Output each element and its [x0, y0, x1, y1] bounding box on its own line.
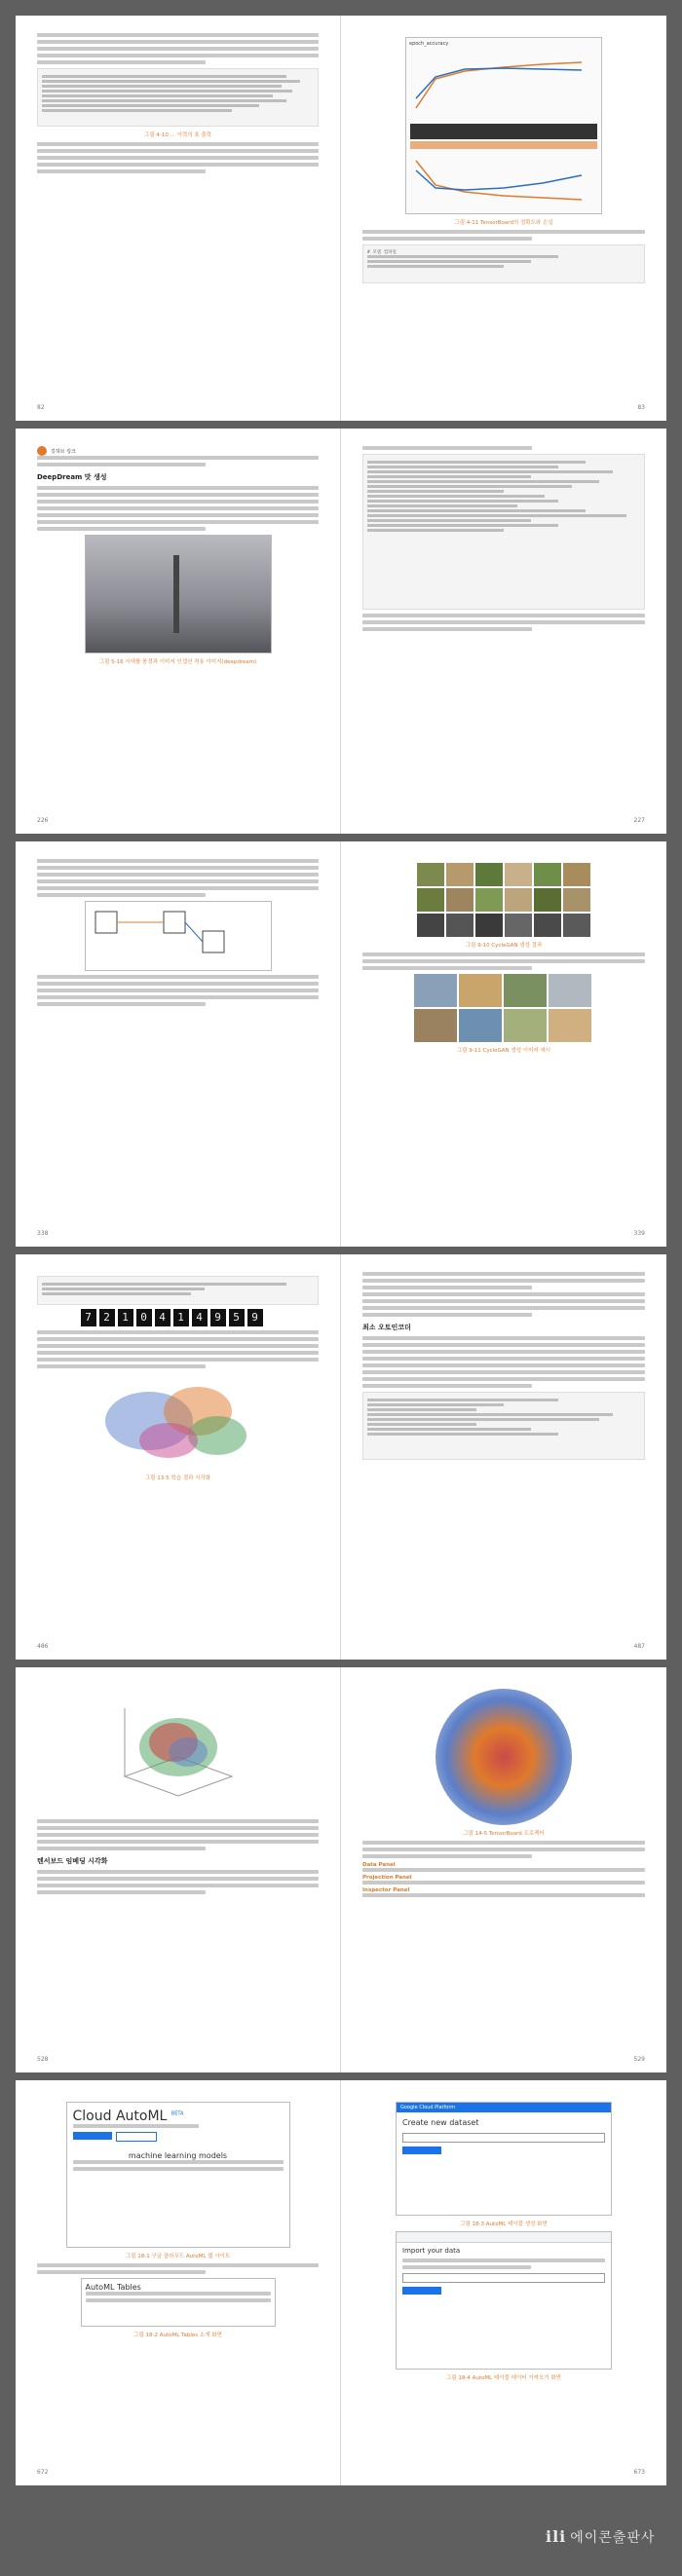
cyclegan-diagram — [85, 901, 272, 971]
page-number: 487 — [633, 1643, 645, 1650]
spread-3 — [16, 841, 666, 1247]
hero-text: machine learning models — [128, 2151, 228, 2160]
cyclegan-results-grid — [417, 863, 590, 937]
domain-x2-box — [203, 931, 224, 952]
section-heading: 텐서보드 임베딩 시각화 — [37, 1857, 108, 1865]
import-data-screenshot — [396, 2231, 612, 2370]
cyclegan-examples-grid — [414, 974, 593, 1042]
page-number: 672 — [37, 2469, 49, 2476]
mnist-digit: 7 — [81, 1309, 96, 1326]
page-487 — [341, 1254, 666, 1660]
gcs-path-input[interactable] — [402, 2273, 605, 2283]
domain-y-box — [164, 912, 185, 933]
val-accuracy-line — [416, 68, 582, 98]
dialog-title: Create new dataset — [402, 2118, 479, 2127]
docs-button[interactable] — [116, 2132, 157, 2142]
spread-2 — [16, 429, 666, 834]
page-number: 528 — [37, 2056, 49, 2063]
page-486 — [16, 1254, 341, 1660]
page-number: 673 — [633, 2469, 645, 2476]
page-83 — [341, 16, 666, 421]
note-box: 깃허브 링크 — [37, 446, 319, 456]
embedding-scatter — [91, 1372, 266, 1470]
code-block: # 모델 컴파일 — [362, 244, 645, 283]
page-number: 339 — [633, 1230, 645, 1237]
tensorboard-projector-image — [436, 1689, 572, 1825]
spread-6 — [16, 2080, 666, 2485]
page-529 — [341, 1667, 666, 2072]
automl-tables-screenshot: AutoML Tables — [81, 2278, 276, 2327]
figure-caption: 그림 18-2 AutoML Tables 소개 화면 — [133, 2333, 222, 2338]
try-automl-button[interactable] — [73, 2132, 112, 2140]
page-number: 529 — [633, 2056, 645, 2063]
product-title: Cloud AutoML $^{BETA}$ — [72, 2109, 184, 2124]
bullet-item: Data Panel — [362, 1862, 396, 1868]
tensorboard-screenshot — [405, 37, 602, 214]
mnist-digit: 2 — [99, 1309, 115, 1326]
page-number: 227 — [633, 817, 645, 824]
mnist-digit: 4 — [155, 1309, 170, 1326]
page-number: 338 — [37, 1230, 49, 1237]
figure-caption: 그림 9-11 CycleGAN 생성 이미지 예시 — [456, 1048, 551, 1054]
mnist-digit: 1 — [118, 1309, 133, 1326]
page-528 — [16, 1667, 341, 2072]
page-227 — [341, 429, 666, 834]
import-button[interactable] — [402, 2287, 441, 2295]
gcp-console-screenshot — [396, 2102, 612, 2216]
mnist-digit: 9 — [210, 1309, 226, 1326]
page-339 — [341, 841, 666, 1247]
import-title: Import your data — [402, 2247, 461, 2255]
bullet-item: Projection Panel — [362, 1875, 412, 1881]
code-block — [37, 1276, 319, 1305]
figure-caption: 그림 4-10 ... 이력의 표 출력 — [144, 132, 211, 138]
figure-caption: 그림 18-1 구글 클라우드 AutoML 웹 사이트 — [125, 2254, 231, 2259]
note-icon — [37, 446, 47, 456]
run-table — [410, 124, 597, 139]
automl-website-screenshot — [66, 2102, 290, 2248]
page-82 — [16, 16, 341, 421]
page-338 — [16, 841, 341, 1247]
figure-caption: 그림 18-4 AutoML 테이블 데이터 가져오기 화면 — [446, 2375, 561, 2381]
mnist-digits-row — [81, 1309, 276, 1326]
figure-caption: 그림 9-10 CycleGAN 생성 결과 — [465, 943, 543, 949]
figure-caption: 그림 13-5 학습 결과 시각화 — [144, 1475, 211, 1481]
3d-scatter-plot — [105, 1689, 251, 1815]
figure-caption: 그림 14-5 TensorBoard 프로젝터 — [463, 1831, 545, 1837]
page-672 — [16, 2080, 341, 2485]
section-heading: DeepDream 맛 생성 — [37, 473, 107, 481]
mnist-digit: 9 — [247, 1309, 263, 1326]
accuracy-chart — [406, 50, 599, 118]
spread-1 — [16, 16, 666, 421]
chart-title: epoch_accuracy — [409, 41, 449, 47]
bullet-item: Inspector Panel — [362, 1887, 410, 1893]
mnist-digit: 0 — [136, 1309, 152, 1326]
page-number: 226 — [37, 817, 49, 824]
figure-caption: 그림 4-11 TensorBoard의 정확도와 손실 — [454, 220, 553, 226]
page-673 — [341, 2080, 666, 2485]
page-number: 486 — [37, 1643, 49, 1650]
section-heading: 최소 오토인코더 — [362, 1324, 411, 1331]
bullet-list — [362, 1862, 645, 1897]
dataset-name-input[interactable] — [402, 2133, 605, 2143]
mnist-digit: 4 — [192, 1309, 208, 1326]
spread-5 — [16, 1667, 666, 2072]
page-number: 82 — [37, 404, 45, 411]
create-dataset-button[interactable] — [402, 2147, 441, 2154]
publisher-logo: ili 에이콘출판사 — [546, 2527, 656, 2546]
code-block — [362, 1392, 645, 1460]
console-header: Google Cloud Platform — [397, 2103, 611, 2112]
space-needle-shape — [173, 555, 179, 633]
cycle-arrow — [185, 922, 203, 942]
loss-chart — [406, 151, 599, 209]
code-block — [362, 454, 645, 610]
figure-caption: 그림 18-3 AutoML 테이블 생성 화면 — [460, 2221, 548, 2227]
spread-4 — [16, 1254, 666, 1660]
mnist-digit: 1 — [173, 1309, 189, 1326]
code-block — [37, 68, 319, 127]
page-number: 83 — [637, 404, 645, 411]
seattle-deepdream-image — [85, 535, 272, 653]
page-226 — [16, 429, 341, 834]
mnist-digit: 5 — [229, 1309, 245, 1326]
domain-x-box — [95, 912, 117, 933]
figure-caption: 그림 5-16 시애틀 풍경과 이미지 인셉션 적용 이미지(deepdream) — [98, 659, 257, 665]
